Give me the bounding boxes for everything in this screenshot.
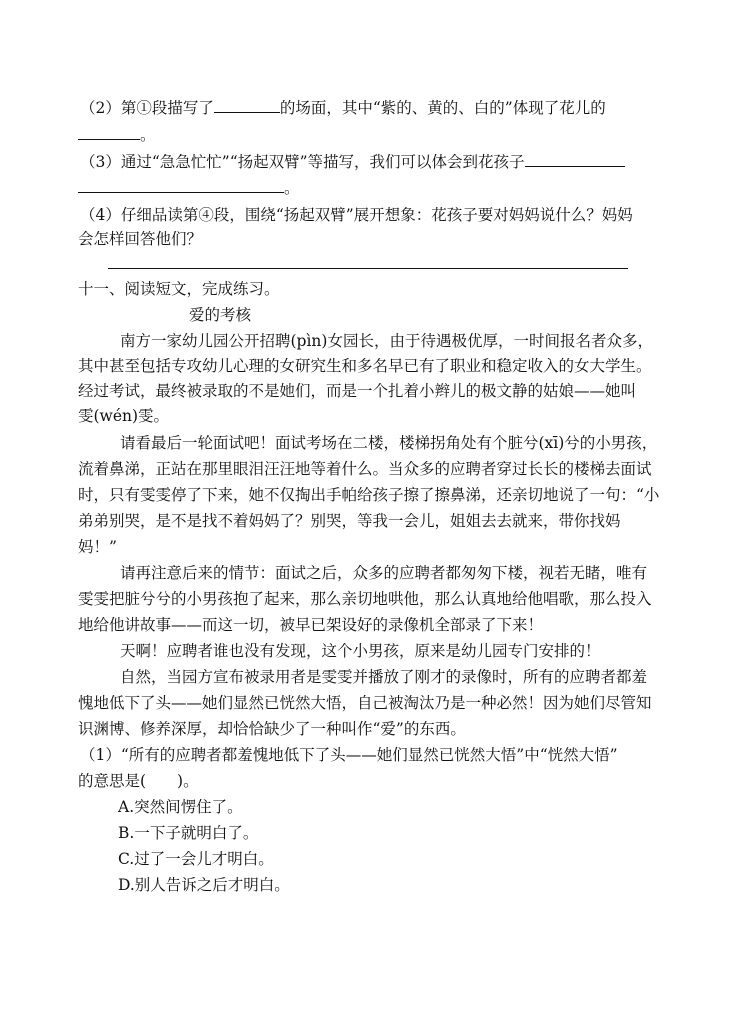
q2-answer-blank-2[interactable]	[78, 124, 140, 140]
passage-title: 爱的考核	[189, 306, 252, 324]
q3-answer-blank-2[interactable]	[78, 177, 284, 193]
q4-line-2: 会怎样回答他们？	[78, 230, 203, 248]
question1-line-1: （1）“所有的应聘者都羞愧地低下了头——她们显然已恍然大悟”中“恍然大悟”	[80, 746, 618, 764]
q3-answer-blank-1[interactable]	[525, 151, 625, 167]
section-heading: 十一、阅读短文，完成练习。	[78, 280, 280, 298]
option-a[interactable]: A.突然间愣住了。	[118, 798, 243, 816]
p3-line-3: 地给他讲故事——而这一切，被早已架设好的录像机全部录了下来！	[78, 616, 544, 634]
q2-line-2: 。	[78, 124, 156, 145]
p2-line-3: 时，只有雯雯停了下来，她不仅掏出手帕给孩子擦了擦鼻涕，还亲切地说了一句：“小	[78, 486, 660, 504]
option-d[interactable]: D.别人告诉之后才明白。	[118, 876, 290, 894]
q4-line-1: （4）仔细品读第④段，围绕“扬起双臂”展开想象：花孩子要对妈妈说什么？妈妈	[80, 206, 633, 224]
p2-line-2: 流着鼻涕，正站在那里眼泪汪汪地等着什么。当众多的应聘者穿过长长的楼梯去面试	[78, 460, 652, 478]
q3-line-2: 。	[78, 177, 300, 198]
p1-line-3: 经过考试，最终被录取的不是她们，而是一个扎着小辫儿的极文静的姑娘——她叫	[78, 382, 637, 400]
q3-line-1: （3）通过“急急忙忙”“扬起双臂”等描写，我们可以体会到花孩子	[80, 151, 625, 172]
p1-line-4: 雯(wén)雯。	[78, 407, 170, 425]
p5-line-2: 愧地低下了头——她们显然已恍然大悟，自己被淘汰乃是一种必然！因为她们尽管知	[78, 694, 652, 712]
p3-line-1: 请再注意后来的情节：面试之后，众多的应聘者都匆匆下楼，视若无睹，唯有	[120, 564, 648, 582]
p1-line-1: 南方一家幼儿园公开招聘(pìn)女园长，由于待遇极优厚，一时间报名者众多，	[120, 332, 653, 350]
option-b[interactable]: B.一下子就明白了。	[118, 824, 259, 842]
p5-line-3: 识渊博、修养深厚，却恰恰缺少了一种叫作“爱”的东西。	[78, 720, 466, 738]
option-c[interactable]: C.过了一会儿才明白。	[118, 850, 274, 868]
question1-line-2: 的意思是( )。	[78, 772, 199, 790]
q4-answer-line[interactable]	[108, 268, 628, 269]
p2-line-4: 弟弟别哭，是不是找不着妈妈了？别哭，等我一会儿，姐姐去去就来，带你找妈	[78, 512, 621, 530]
q2-line-1: （2）第①段描写了 的场面，其中“紫的、黄的、白的”体现了花儿的	[80, 99, 606, 117]
q2-answer-blank-1[interactable]	[214, 97, 280, 113]
p2-line-5: 妈！”	[78, 538, 117, 556]
p5-line-1: 自然，当园方宣布被录用者是雯雯并播放了刚才的录像时，所有的应聘者都羞	[120, 668, 648, 686]
p2-line-1: 请看最后一轮面试吧！面试考场在二楼，楼梯拐角处有个脏兮(xī)兮的小男孩，	[120, 434, 658, 452]
p1-line-2: 其中甚至包括专攻幼儿心理的女研究生和多名早已有了职业和稳定收入的女大学生。	[78, 357, 652, 375]
p3-line-2: 雯雯把脏兮兮的小男孩抱了起来，那么亲切地哄他，那么认真地给他唱歌，那么投入	[78, 590, 652, 608]
p4-line-1: 天啊！应聘者谁也没有发现，这个小男孩，原来是幼儿园专门安排的！	[120, 642, 601, 660]
